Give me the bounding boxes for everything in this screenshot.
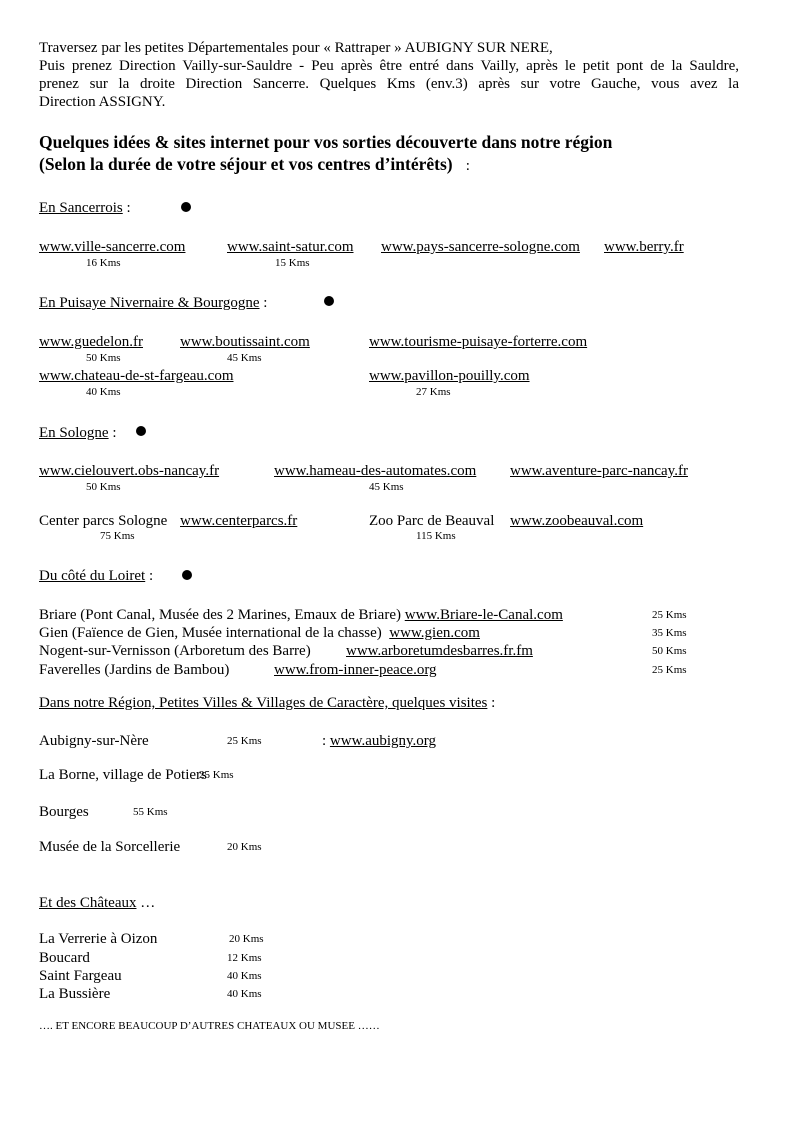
section-heading-puisaye xyxy=(39,294,267,312)
distance-label: 20 Kms xyxy=(229,933,264,945)
distance-label: 25 Kms xyxy=(199,769,234,781)
link-boutissaint[interactable]: www.boutissaint.com xyxy=(180,334,310,350)
village-label: Bourges xyxy=(39,804,89,820)
bullet-icon xyxy=(324,296,334,306)
heading-label: Du côté du Loiret xyxy=(39,568,146,584)
distance-label: 25 Kms xyxy=(652,664,687,676)
title-colon: : xyxy=(465,158,470,174)
bullet-icon xyxy=(182,570,192,580)
link-gien[interactable]: www.gien.com xyxy=(389,625,480,641)
distance-label: 12 Kms xyxy=(227,952,262,964)
heading-colon: : xyxy=(126,200,131,216)
distance-label: 15 Kms xyxy=(275,257,310,269)
intro-line: Puis prenez Direction Vailly-sur-Sauldre - Peu après être entré dans Vailly, après le petit pont de la Sauldre, xyxy=(39,58,739,74)
distance-label: 50 Kms xyxy=(86,481,121,493)
distance-label: 16 Kms xyxy=(86,257,121,269)
distance-label: 25 Kms xyxy=(652,609,687,621)
distance-label: 20 Kms xyxy=(227,841,262,853)
list-item-nogent xyxy=(39,642,311,660)
item-label: Briare (Pont Canal, Musée des 2 Marines, Emaux de Briare) xyxy=(39,607,401,623)
link-zoobeauval[interactable]: www.zoobeauval.com xyxy=(510,513,644,529)
distance-label: 45 Kms xyxy=(369,481,404,493)
item-label: Faverelles (Jardins de Bambou) xyxy=(39,662,230,678)
list-item-faverelles xyxy=(39,661,229,679)
link-aventure-parc-nancay[interactable]: www.aventure-parc-nancay.fr xyxy=(510,463,688,479)
heading-colon: : xyxy=(112,425,117,441)
link-hameau-des-automates[interactable]: www.hameau-des-automates.com xyxy=(274,463,477,479)
distance-label: 45 Kms xyxy=(227,352,262,364)
village-label: La Borne, village de Potiers xyxy=(39,767,207,783)
label-zoo-beauval: Zoo Parc de Beauval xyxy=(369,513,495,529)
link-ville-sancerre[interactable]: www.ville-sancerre.com xyxy=(39,239,186,255)
village-label: Musée de la Sorcellerie xyxy=(39,839,181,855)
village-label: Aubigny-sur-Nère xyxy=(39,733,149,749)
distance-label: 27 Kms xyxy=(416,386,451,398)
intro-paragraph xyxy=(39,39,739,111)
bullet-icon xyxy=(181,202,191,212)
footer-note: …. ET ENCORE BEAUCOUP D’AUTRES CHATEAUX OU MUSEE …… xyxy=(39,1020,380,1032)
distance-label: 115 Kms xyxy=(416,530,456,542)
page-title xyxy=(39,131,612,177)
link-prefix: : xyxy=(322,733,327,749)
section-heading-sologne xyxy=(39,424,117,442)
link-pays-sancerre-sologne[interactable]: www.pays-sancerre-sologne.com xyxy=(381,239,580,255)
link-aubigny[interactable]: www.aubigny.org xyxy=(329,733,437,749)
distance-label: 25 Kms xyxy=(227,735,262,747)
item-label: Gien (Faïence de Gien, Musée international de la chasse) xyxy=(39,625,382,641)
distance-label: 50 Kms xyxy=(86,352,121,364)
link-tourisme-puisaye-forterre[interactable]: www.tourisme-puisaye-forterre.com xyxy=(369,334,588,350)
heading-label: En Puisaye Nivernaire & Bourgogne xyxy=(39,295,260,311)
heading-label: Dans notre Région, Petites Villes & Villages de Caractère, quelques visites xyxy=(39,695,488,711)
link-cielouvert[interactable]: www.cielouvert.obs-nancay.fr xyxy=(39,463,220,479)
bullet-icon xyxy=(136,426,146,436)
list-item-briare xyxy=(39,606,563,624)
chateau-label: Boucard xyxy=(39,950,90,966)
distance-label: 40 Kms xyxy=(227,988,262,1000)
distance-label: 35 Kms xyxy=(652,627,687,639)
link-saint-satur[interactable]: www.saint-satur.com xyxy=(227,239,354,255)
link-centerparcs[interactable]: www.centerparcs.fr xyxy=(180,513,298,529)
heading-label: En Sancerrois xyxy=(39,200,123,216)
link-from-inner-peace[interactable]: www.from-inner-peace.org xyxy=(274,662,437,678)
section-heading-chateaux xyxy=(39,894,155,912)
distance-label: 40 Kms xyxy=(86,386,121,398)
heading-label: En Sologne xyxy=(39,425,109,441)
distance-label: 55 Kms xyxy=(133,806,168,818)
chateau-label: Saint Fargeau xyxy=(39,968,122,984)
distance-label: 75 Kms xyxy=(100,530,135,542)
section-heading-sancerrois xyxy=(39,199,131,217)
link-berry[interactable]: www.berry.fr xyxy=(604,239,684,255)
village-link-wrap xyxy=(322,732,436,750)
item-label: Nogent-sur-Vernisson (Arboretum des Barre) xyxy=(39,643,311,659)
section-heading-villages xyxy=(39,694,495,712)
label-center-parcs: Center parcs Sologne xyxy=(39,513,168,529)
link-guedelon[interactable]: www.guedelon.fr xyxy=(39,334,143,350)
chateau-label: La Bussière xyxy=(39,986,111,1002)
distance-label: 40 Kms xyxy=(227,970,262,982)
link-chateau-de-st-fargeau[interactable]: www.chateau-de-st-fargeau.com xyxy=(39,368,234,384)
title-line: Quelques idées & sites internet pour vos sorties découverte dans notre région xyxy=(39,132,613,152)
link-briare[interactable]: www.Briare-le-Canal.com xyxy=(404,607,563,623)
heading-colon: : xyxy=(491,695,496,711)
link-pavillon-pouilly[interactable]: www.pavillon-pouilly.com xyxy=(369,368,530,384)
title-line: (Selon la durée de votre séjour et vos centres d’intérêts) xyxy=(39,154,453,174)
chateau-label: La Verrerie à Oizon xyxy=(39,931,158,947)
heading-label: Et des Châteaux xyxy=(39,895,137,911)
intro-line: Traversez par les petites Départementales pour « Rattraper » AUBIGNY SUR NERE, xyxy=(39,40,553,56)
heading-colon: : xyxy=(148,568,154,584)
intro-line: prenez sur la droite Direction Sancerre. Quelques Kms (env.3) après sur votre Gauche, vous avez la xyxy=(39,76,739,92)
intro-line: Direction ASSIGNY. xyxy=(39,94,166,110)
list-item-gien xyxy=(39,624,480,642)
section-heading-loiret xyxy=(39,567,153,585)
link-arboretum[interactable]: www.arboretumdesbarres.fr.fm xyxy=(346,643,533,659)
heading-colon: : xyxy=(263,295,268,311)
heading-ellipsis: … xyxy=(140,895,156,911)
distance-label: 50 Kms xyxy=(652,645,687,657)
